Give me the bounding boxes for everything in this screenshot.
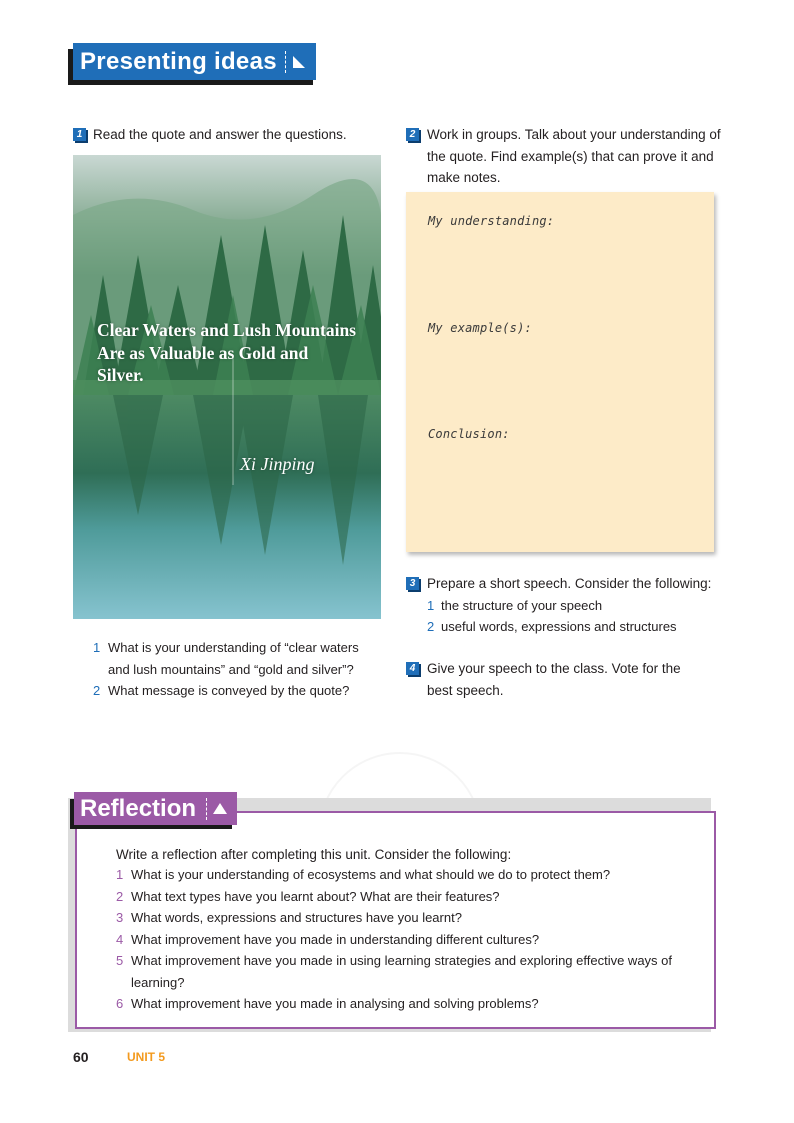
list-item	[116, 907, 686, 929]
list-item	[116, 864, 686, 886]
item-text: What improvement have you made in using learning strategies and exploring effective ways of learning?	[131, 953, 672, 990]
note-label-examples: My example(s):	[428, 321, 532, 335]
list-item	[116, 929, 686, 951]
task-3-list	[406, 595, 736, 638]
notes-card	[406, 192, 714, 552]
task-instruction: Read the quote and answer the questions.	[93, 127, 347, 142]
task-2	[406, 124, 731, 189]
item-text: the structure of your speech	[441, 597, 603, 613]
task-number-badge: 3	[406, 577, 419, 590]
list-item	[427, 595, 736, 617]
task-instruction: Prepare a short speech. Consider the following:	[427, 576, 712, 591]
reflection-title: Reflection	[80, 794, 197, 822]
list-item	[427, 616, 736, 638]
task-number-badge: 1	[73, 128, 86, 141]
task-number-badge: 2	[406, 128, 419, 141]
reflection-header	[74, 792, 237, 825]
item-text: What is your understanding of “clear waters and lush mountains” and “gold and silver”?	[108, 640, 359, 677]
triangle-corner-icon	[285, 51, 308, 73]
item-number: 2	[427, 619, 435, 634]
item-number: 1	[116, 867, 124, 882]
item-text: useful words, expressions and structures	[441, 619, 677, 634]
task-instruction: Work in groups. Talk about your understanding of the quote. Find example(s) that can prove it and make notes.	[427, 127, 721, 185]
quote-text: Clear Waters and Lush Mountains Are as Valuable as Gold and Silver.	[97, 320, 356, 385]
reflection-intro: Write a reflection after completing this unit. Consider the following:	[116, 847, 512, 862]
triangle-up-icon	[206, 798, 231, 820]
section-title: Presenting ideas	[80, 47, 277, 75]
item-number: 3	[116, 910, 124, 925]
section-header	[73, 43, 316, 80]
landscape-photo	[73, 155, 381, 619]
list-item	[93, 680, 383, 702]
item-text: What improvement have you made in understanding different cultures?	[131, 931, 540, 947]
task-4	[406, 658, 706, 701]
quote-author: Xi Jinping	[240, 454, 315, 474]
task-number-badge: 4	[406, 662, 419, 675]
item-text: What message is conveyed by the quote?	[108, 683, 350, 698]
item-text: What words, expressions and structures have you learnt?	[131, 910, 462, 925]
page-number: 60	[73, 1049, 89, 1065]
task-instruction: Give your speech to the class. Vote for the best speech.	[427, 661, 681, 698]
item-number: 2	[116, 888, 124, 904]
list-item	[116, 950, 686, 993]
item-number: 6	[116, 996, 124, 1011]
note-label-understanding: My understanding:	[428, 214, 555, 228]
reflection-list	[116, 864, 686, 1015]
item-text: What text types have you learnt about? What are their features?	[131, 888, 500, 904]
item-text: What is your understanding of ecosystems and what should we do to protect them?	[131, 867, 611, 882]
task-3	[406, 573, 736, 638]
note-label-conclusion: Conclusion:	[428, 427, 510, 441]
item-number: 1	[93, 640, 101, 655]
list-item	[116, 993, 686, 1015]
item-number: 4	[116, 931, 124, 947]
item-number: 5	[116, 953, 124, 968]
list-item	[116, 886, 686, 908]
task-1-questions	[93, 637, 383, 702]
item-text: What improvement have you made in analysing and solving problems?	[131, 996, 539, 1011]
item-number: 2	[93, 683, 101, 698]
item-number: 1	[427, 597, 435, 613]
list-item	[93, 637, 383, 680]
unit-label: UNIT 5	[127, 1050, 166, 1064]
